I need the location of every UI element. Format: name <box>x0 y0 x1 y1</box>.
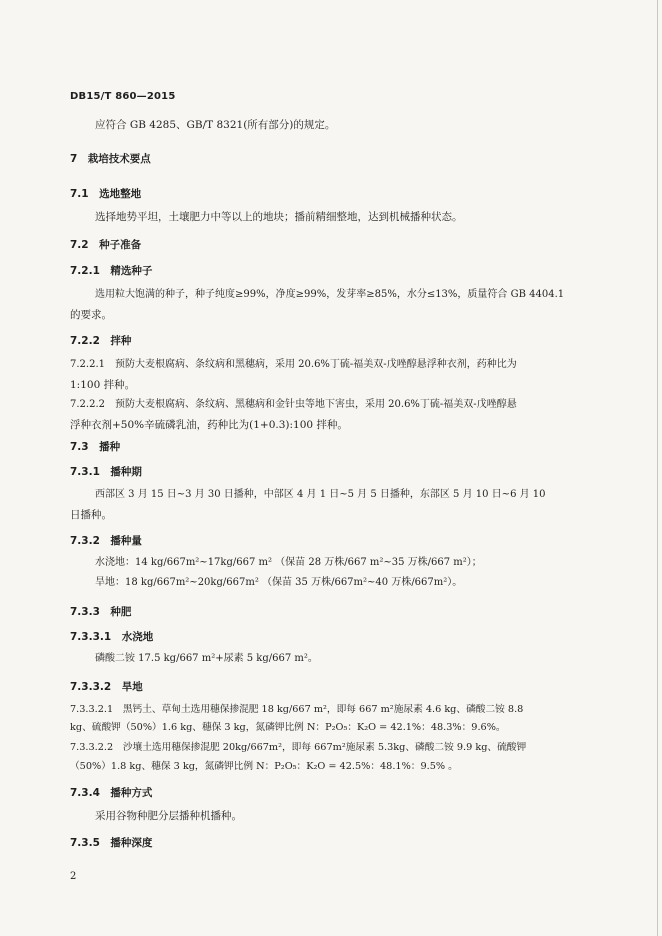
paragraph-line: （50%）1.8 kg、穗保 3 kg，氮磷钾比例 N：P₂O₅：K₂O = 42.5%：48.1%：9.5% 。 <box>70 761 458 772</box>
section-heading-7-1: 7.1 选地整地 <box>70 188 142 200</box>
paragraph-line: 应符合 GB 4285、GB/T 8321(所有部分)的规定。 <box>95 119 336 131</box>
paragraph-line: 的要求。 <box>70 309 112 321</box>
section-heading-7-2-1: 7.2.1 精选种子 <box>70 265 153 277</box>
section-heading-7-3-1: 7.3.1 播种期 <box>70 466 142 478</box>
section-heading-7-2: 7.2 种子准备 <box>70 239 142 251</box>
paragraph-line: 1:100 拌种。 <box>70 379 136 391</box>
paragraph-line: 7.3.3.2.1 黑钙土、草甸土选用穗保掺混肥 18 kg/667 m²，即每 667 m²施尿素 4.6 kg、磷酸二铵 8.8 <box>70 704 524 715</box>
section-heading-7-3-3-1: 7.3.3.1 水浇地 <box>70 631 154 643</box>
scan-edge-divider <box>657 0 658 936</box>
section-heading-7-3-5: 7.3.5 播种深度 <box>70 837 153 849</box>
paragraph-line: kg、硫酸钾（50%）1.6 kg、穗保 3 kg，氮磷钾比例 N：P₂O₅：K₂O = 42.1%：48.3%：9.6%。 <box>70 722 506 733</box>
paragraph-line: 7.2.2.1 预防大麦根腐病、条纹病和黑穗病，采用 20.6%丁硫-福美双-戊唑醇悬浮种衣剂，药种比为 <box>70 359 517 370</box>
section-heading-7-2-2: 7.2.2 拌种 <box>70 335 132 347</box>
standard-code: DB15/T 860—2015 <box>70 91 176 102</box>
section-heading-7-3-4: 7.3.4 播种方式 <box>70 787 153 799</box>
section-heading-7-3-3: 7.3.3 种肥 <box>70 606 132 618</box>
section-heading-7-3-2: 7.3.2 播种量 <box>70 535 142 547</box>
paragraph-line: 采用谷物种肥分层播种机播种。 <box>95 810 242 822</box>
paragraph-line: 旱地：18 kg/667m²~20kg/667m² （保苗 35 万株/667m²~40 万株/667m²）。 <box>95 577 463 588</box>
section-heading-7-3: 7.3 播种 <box>70 441 121 453</box>
section-heading-7-3-3-2: 7.3.3.2 旱地 <box>70 681 143 693</box>
paragraph-line: 磷酸二铵 17.5 kg/667 m²+尿素 5 kg/667 m²。 <box>95 653 318 664</box>
page-number: 2 <box>70 871 77 882</box>
paragraph-line: 选用粒大饱满的种子，种子纯度≥99%，净度≥99%，发芽率≥85%，水分≤13%，质量符合 GB 4404.1 <box>95 289 565 300</box>
section-heading-7: 7 栽培技术要点 <box>70 153 151 165</box>
paragraph-line: 7.2.2.2 预防大麦根腐病、条纹病、黑穗病和金针虫等地下害虫，采用 20.6%丁硫-福美双-戊唑醇悬 <box>70 399 517 410</box>
paragraph-line: 西部区 3 月 15 日~3 月 30 日播种，中部区 4 月 1 日~5 月 5 日播种，东部区 5 月 10 日~6 月 10 <box>95 489 546 500</box>
paragraph-line: 水浇地：14 kg/667m²~17kg/667 m² （保苗 28 万株/667 m²~35 万株/667 m²）； <box>95 557 482 568</box>
paragraph-line: 选择地势平坦，土壤肥力中等以上的地块；播前精细整地，达到机械播种状态。 <box>95 211 463 223</box>
paragraph-line: 7.3.3.2.2 沙壤土选用穗保掺混肥 20kg/667m²，即每 667m²施尿素 5.3kg、磷酸二铵 9.9 kg、硫酸钾 <box>70 742 527 753</box>
paragraph-line: 浮种衣剂+50%辛硫磷乳油，药种比为(1+0.3):100 拌种。 <box>70 419 348 431</box>
paragraph-line: 日播种。 <box>70 509 112 521</box>
